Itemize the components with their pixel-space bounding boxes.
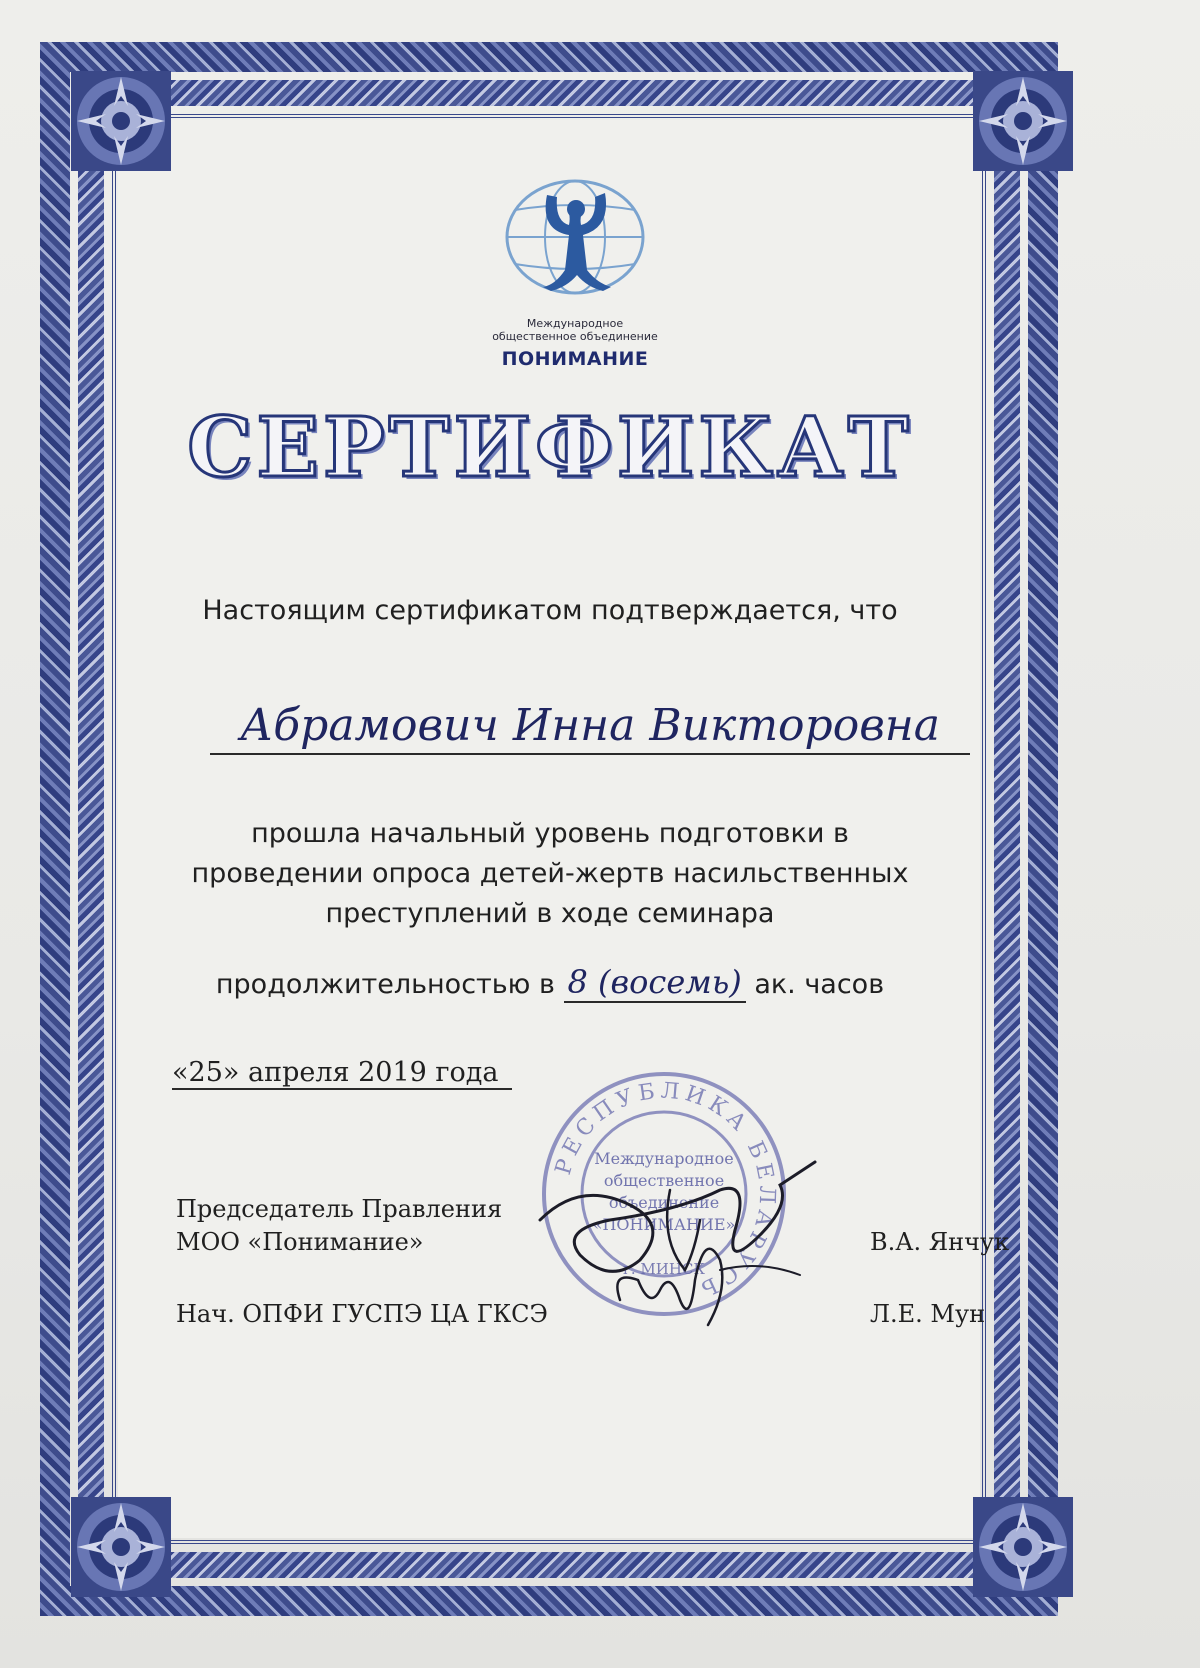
certificate-body-line1: прошла начальный уровень подготовки в (251, 818, 849, 849)
organization-logo-icon (485, 175, 665, 315)
stamp-center-line3: объединение (608, 1193, 720, 1212)
duration-value: 8 (восемь) (564, 963, 746, 1003)
second-signatory-title: Нач. ОПФИ ГУСПЭ ЦА ГКСЭ (176, 1300, 548, 1328)
organization-label-line2: общественное объединение (492, 330, 658, 343)
second-signatory-name: Л.Е. Мун (870, 1300, 986, 1328)
stamp-center-line4: «ПОНИМАНИЕ» (592, 1215, 736, 1234)
chair-name: В.А. Янчук (870, 1228, 1010, 1256)
duration-row (150, 963, 950, 1003)
stamp-center-line2: общественное (603, 1171, 725, 1190)
certificate-body-line2: проведении опроса детей-жертв насильственных (191, 858, 909, 889)
corner-rosette-icon (968, 1492, 1078, 1602)
stamp-ring-text: РЕСПУБЛИКА БЕЛАРУСЬ (550, 1078, 780, 1303)
organization-name: ПОНИМАНИЕ (501, 348, 649, 370)
handwritten-signature (520, 1150, 860, 1340)
certificate-intro: Настоящим сертификатом подтверждается, что (202, 595, 898, 626)
organization-label-line1: Международное (526, 317, 624, 330)
duration-prefix: продолжительностью в (215, 969, 555, 1000)
stamp-center-line1: Международное (594, 1149, 734, 1168)
certificate-date: «25» апреля 2019 года (172, 1057, 512, 1090)
corner-rosette-icon (968, 66, 1078, 176)
stamp-city: г. МИНСК (622, 1260, 706, 1278)
corner-rosette-icon (66, 66, 176, 176)
chair-title-line1: Председатель Правления (176, 1195, 503, 1223)
certificate-body-line3: преступлений в ходе семинара (325, 898, 775, 929)
corner-rosette-icon (66, 1492, 176, 1602)
certificate-title: СЕРТИФИКАТ (187, 400, 913, 496)
chair-title-line2: МОО «Понимание» (176, 1228, 424, 1256)
duration-suffix: ак. часов (754, 969, 885, 1000)
recipient-name: Абрамович Инна Викторовна (210, 700, 970, 755)
